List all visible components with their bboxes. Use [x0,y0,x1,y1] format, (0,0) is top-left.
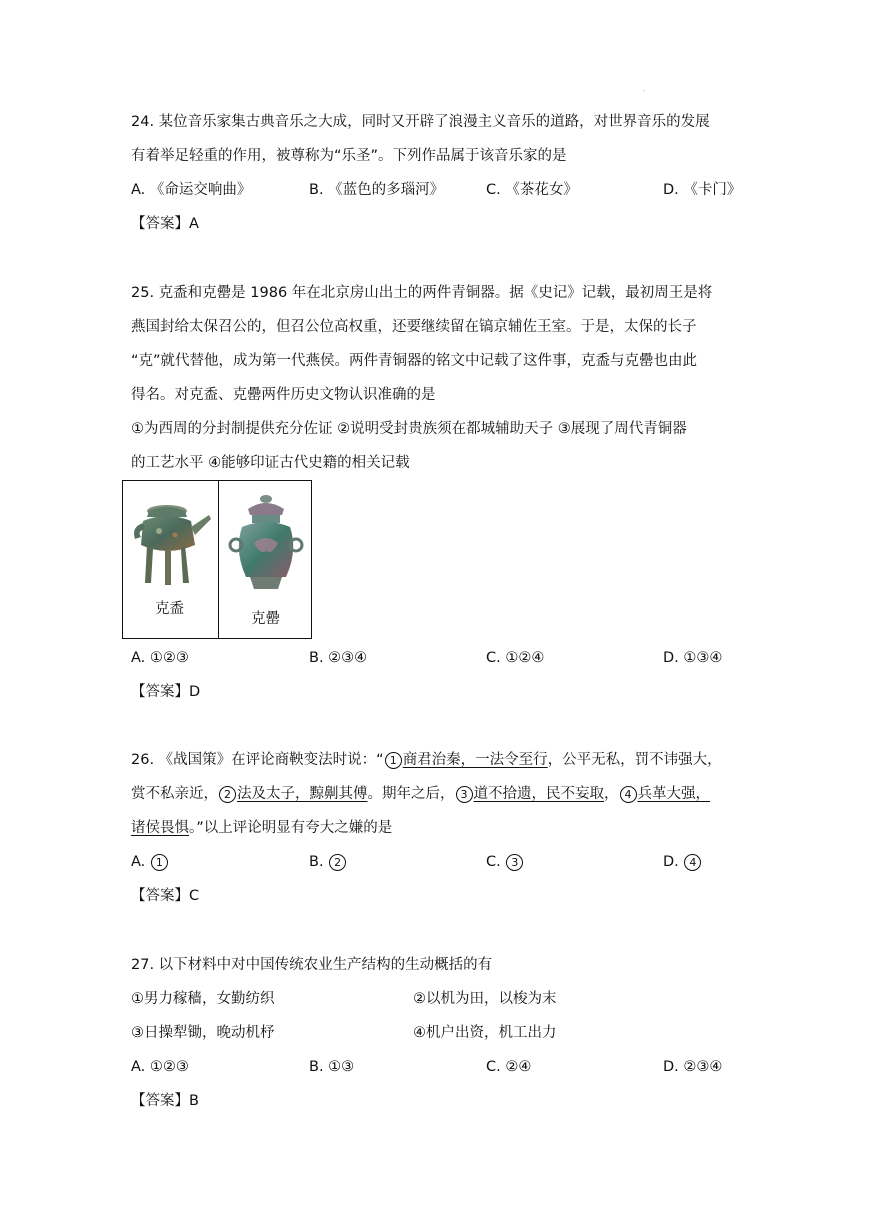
q26-stem-line-1 [131,750,722,770]
quote-4-part-2: 诸侯畏惧 [131,820,189,836]
q25-option-c[interactable]: C. ①②④ [486,650,545,666]
q25-stem-line-5: ①为西周的分封制提供充分佐证 ②说明受封贵族须在都城辅助天子 ③展现了周代青铜器 [131,421,687,437]
q26-option-a[interactable] [131,852,169,872]
q26-option-b[interactable] [309,852,347,872]
q25-option-d[interactable]: D. ①③④ [663,650,723,666]
q27-item-4: ④机户出资，机工出力 [413,1025,557,1041]
circled-number-1: 1 [385,752,402,769]
q25-stem-line-3: “克”就代替他，成为第一代燕侯。两件青铜器的铭文中记载了这件事，克盉与克罍也由此 [131,353,698,369]
q27-item-2: ②以机为田，以梭为末 [413,991,557,1007]
q26-option-b-letter: B. [309,854,324,870]
q25-stem-line-1: 25. 克盉和克罍是 1986 年在北京房山出土的两件青铜器。据《史记》记载，最初周王是将 [131,285,713,301]
q25-option-a[interactable]: A. ①②③ [131,650,189,666]
q26-option-c-circle: 3 [506,854,523,871]
q26-line2-mid: 。期年之后， [367,786,455,802]
q26-option-d[interactable] [663,852,702,872]
q26-line1-lead: 26. 《战国策》在评论商鞅变法时说：“ [131,752,384,768]
q24-stem-line-2: 有着举足轻重的作用，被尊称为“乐圣”。下列作品属于该音乐家的是 [131,148,567,164]
q26-line3-tail: 。”以上评论明显有夸大之嫌的是 [189,820,393,836]
q27-option-a[interactable]: A. ①②③ [131,1059,189,1075]
q24-stem-line-1: 24. 某位音乐家集古典音乐之大成，同时又开辟了浪漫主义音乐的道路，对世界音乐的发展 [131,114,710,130]
ke-he-vessel-image [129,493,213,589]
q26-line2-lead: 赏不私亲近， [131,786,218,802]
q26-stem-line-3 [131,818,392,838]
q25-stem-line-6: 的工艺水平 ④能够印证古代史籍的相关记载 [131,455,410,471]
quote-4-part-1: 兵革大强， [637,786,710,802]
circled-number-3: 3 [456,786,473,803]
q24-option-d[interactable]: D. 《卡门》 [663,182,742,198]
q27-option-d[interactable]: D. ②③④ [663,1059,723,1075]
q26-option-b-circle: 2 [329,854,346,871]
q27-stem-line-1: 27. 以下材料中对中国传统农业生产结构的生动概括的有 [131,957,493,973]
q24-option-a[interactable]: A. 《命运交响曲》 [131,182,252,198]
q26-option-c[interactable] [486,852,524,872]
circled-number-4: 4 [620,786,637,803]
quote-3: 道不拾遗，民不妄取 [473,786,604,802]
page-mark: . [643,86,645,93]
q26-option-d-letter: D. [663,854,679,870]
q27-option-c[interactable]: C. ②④ [486,1059,532,1075]
q25-stem-line-2: 燕国封给太保召公的，但召公位高权重，还要继续留在镐京辅佐王室。于是，太保的长子 [131,319,697,335]
q26-answer: 【答案】C [131,888,200,904]
q26-option-d-circle: 4 [684,854,701,871]
q24-option-b[interactable]: B. 《蓝色的多瑙河》 [309,182,445,198]
ke-he-label: 克盉 [155,601,184,617]
q27-item-1: ①男力稼穑，女勤纺织 [131,991,275,1007]
ke-lei-label: 克罍 [251,611,280,627]
bronze-figure-table [122,480,312,639]
q26-line1-tail: ，公平无私，罚不讳强大， [547,752,722,768]
q27-answer: 【答案】B [131,1093,199,1109]
q24-option-c[interactable]: C. 《茶花女》 [486,182,578,198]
q27-option-b[interactable]: B. ①③ [309,1059,355,1075]
q26-line2-comma: ， [604,786,619,802]
q27-item-3: ③日操犁锄，晚动机杼 [131,1025,275,1041]
q26-option-a-letter: A. [131,854,146,870]
q26-option-a-circle: 1 [151,854,168,871]
q24-answer: 【答案】A [131,216,199,232]
quote-1: 商君治秦，一法令至行 [402,752,548,768]
q25-answer: 【答案】D [131,684,201,700]
q26-stem-line-2 [131,784,710,804]
circled-number-2: 2 [219,786,236,803]
q26-option-c-letter: C. [486,854,501,870]
quote-2: 法及太子，黥劓其傅 [237,786,368,802]
figure-divider [218,481,219,638]
ke-lei-vessel-image [224,493,308,599]
q25-option-b[interactable]: B. ②③④ [309,650,368,666]
q25-stem-line-4: 得名。对克盉、克罍两件历史文物认识准确的是 [131,387,436,403]
